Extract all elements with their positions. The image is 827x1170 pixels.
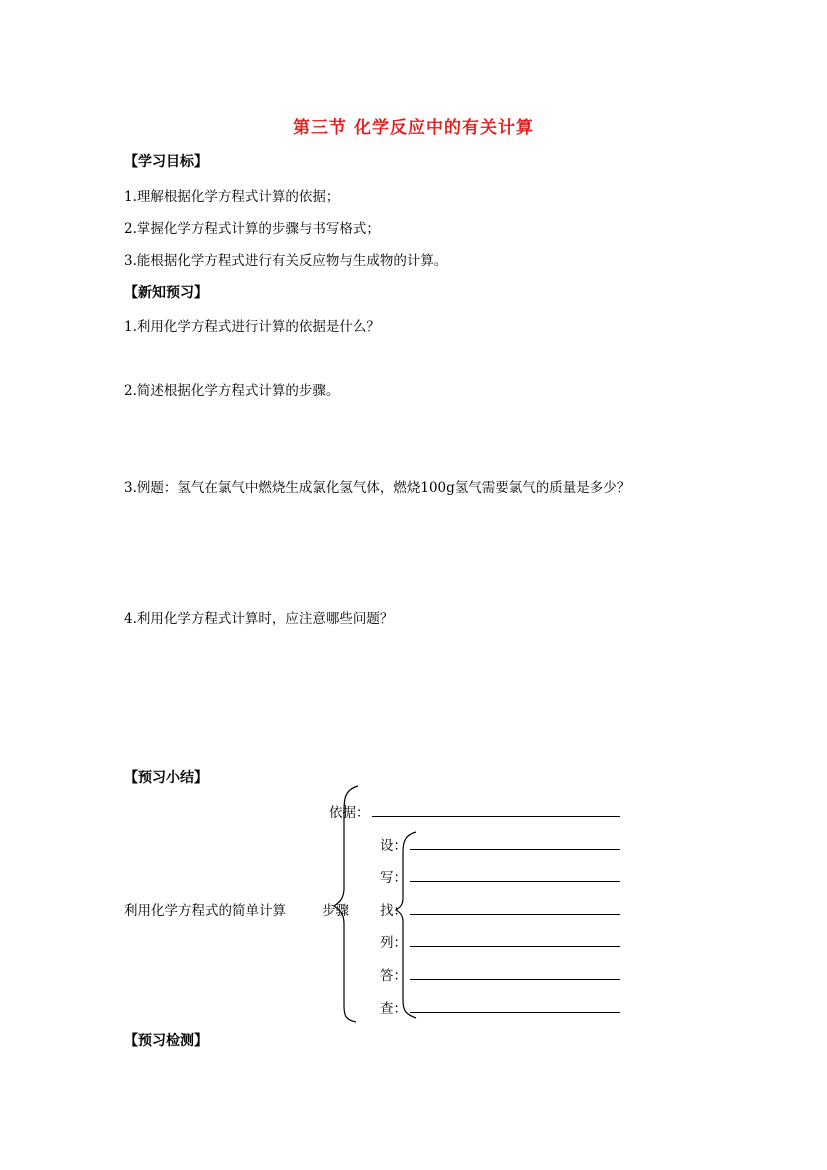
- preview-question-1: 1.利用化学方程式进行计算的依据是什么？: [124, 319, 380, 335]
- goal-item-1: 1.理解根据化学方程式计算的依据；: [124, 189, 340, 205]
- inner-brace: [396, 832, 416, 1018]
- step-label-write: 写：: [380, 870, 407, 886]
- step-label-set: 设：: [380, 838, 407, 854]
- goal-item-2: 2.掌握化学方程式计算的步骤与书写格式；: [124, 221, 380, 237]
- summary-basis-label: 依据：: [329, 805, 370, 821]
- step-blank-check[interactable]: [410, 1012, 620, 1013]
- summary-heading: 【预习小结】: [124, 770, 208, 786]
- step-label-answer: 答：: [380, 968, 407, 984]
- step-blank-answer[interactable]: [410, 979, 620, 980]
- step-blank-write[interactable]: [410, 881, 620, 882]
- check-heading: 【预习检测】: [124, 1033, 208, 1049]
- step-label-check: 查：: [380, 1001, 407, 1017]
- step-blank-set[interactable]: [410, 849, 620, 850]
- preview-question-3: 3.例题：氢气在氯气中燃烧生成氯化氢气体，燃烧100g氢气需要氯气的质量是多少？: [124, 480, 631, 496]
- page-title: 第三节 化学反应中的有关计算: [293, 118, 534, 138]
- preview-question-4: 4.利用化学方程式计算时，应注意哪些问题？: [124, 611, 394, 627]
- preview-heading: 【新知预习】: [124, 285, 208, 301]
- preview-question-2: 2.简述根据化学方程式计算的步骤。: [124, 383, 340, 399]
- goal-item-3: 3.能根据化学方程式进行有关反应物与生成物的计算。: [124, 253, 448, 269]
- basis-fill-blank[interactable]: [372, 816, 620, 817]
- step-blank-find[interactable]: [410, 914, 620, 915]
- step-blank-list[interactable]: [410, 946, 620, 947]
- summary-steps-label: 步骤: [322, 903, 349, 919]
- step-label-list: 列：: [380, 935, 407, 951]
- step-label-find: 找：: [380, 903, 407, 919]
- goals-heading: 【学习目标】: [124, 154, 208, 170]
- summary-main-label: 利用化学方程式的简单计算: [124, 903, 286, 919]
